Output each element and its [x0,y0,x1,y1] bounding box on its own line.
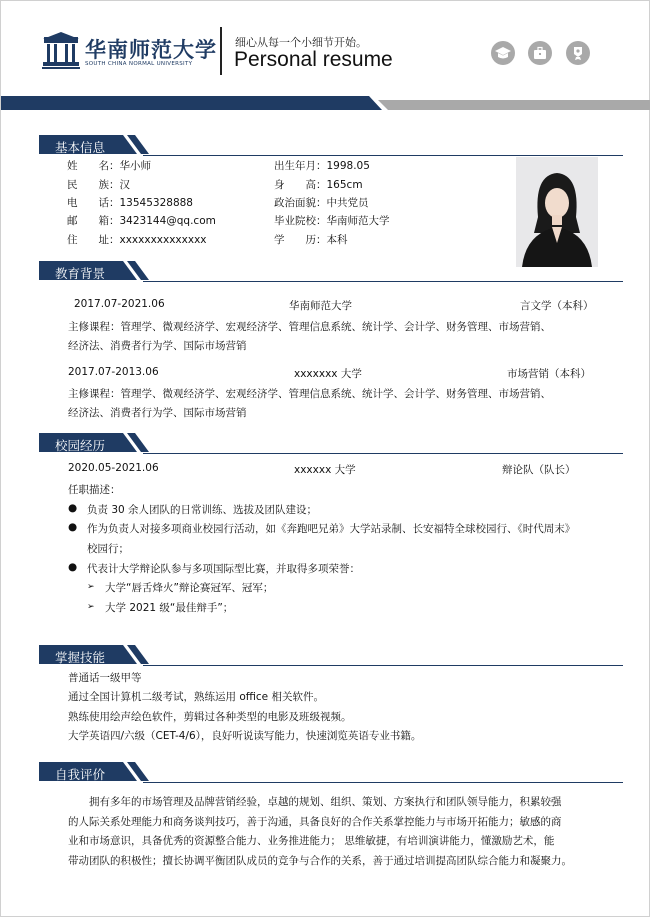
degree-row: 学 历：本科 [274,234,348,246]
section-divider [143,155,623,156]
email-row: 邮 箱：3423144@qq.com [67,215,216,227]
evaluation-line: 拥有多年的市场管理及品牌营销经验，卓越的规划、组织、策划、方案执行和团队领导能力，积累较强 [89,796,562,808]
campus-bullet-cont: 校园行； [87,543,129,555]
section-title: 掌握技能 [55,650,106,665]
arrow-bullet-icon: ➢ [87,582,95,592]
avatar [516,157,598,267]
evaluation-line: 带动团队的积极性；擅长协调平衡团队成员的竞争与合作的关系，善于通过培训提高团队综合能力和凝聚力。 [68,855,572,867]
section-header-evaluation [39,762,623,786]
school-row: 毕业院校：华南师范大学 [274,215,390,227]
campus-period: 2020.05-2021.06 [68,462,159,474]
campus-sub-bullet: 大学 2021 级“最佳辩手”； [105,602,234,614]
section-title: 教育背景 [55,266,106,281]
section-title: 自我评价 [55,767,106,782]
arrow-bullet-icon: ➢ [87,602,95,612]
section-header-education [39,261,623,285]
edu-period: 2017.07-2013.06 [68,366,159,378]
evaluation-line: 业和市场意识，具备优秀的资源整合能力、业务推进能力； 思维敏捷，有培训演讲能力，懂激励艺术，能 [68,835,555,847]
campus-bullet: 代表计大学辩论队参与多项国际型比赛，并取得多项荣誉： [87,563,360,575]
skill-line: 通过全国计算机二级考试，熟练运用 office 相关软件。 [68,691,324,703]
header-divider [220,27,222,75]
nation-row: 民 族：汉 [67,179,130,191]
bullet-icon: ● [68,521,78,533]
campus-desc-label: 任职描述： [68,484,121,496]
section-header-skills [39,645,623,669]
graduation-cap-icon [491,41,515,65]
edu-courses-line: 主修课程：管理学、微观经济学、宏观经济学、管理信息系统、统计学、会计学、财务管理、市场营销、 [68,388,551,400]
evaluation-line: 的人际关系处理能力和商务谈判技巧，善于沟通，具备良好的合作关系掌控能力与市场开拓能力；敏感的商 [68,816,562,828]
skill-line: 普通话一级甲等 [68,672,142,684]
section-divider [143,281,623,282]
briefcase-icon [528,41,552,65]
bullet-icon: ● [68,561,78,573]
campus-org: xxxxxx 大学 [294,464,356,476]
edu-courses-line: 经济法、消费者行为学、国际市场营销 [68,340,247,352]
section-title: 基本信息 [55,140,106,155]
section-divider [143,782,623,783]
politics-row: 政治面貌：中共党员 [274,197,369,209]
edu-major: 言文学（本科） [520,300,594,312]
edu-period: 2017.07-2021.06 [74,298,165,310]
section-title: 校园经历 [55,438,106,453]
campus-sub-bullet: 大学“唇舌烽火”辩论赛冠军、冠军； [105,582,274,594]
height-row: 身 高：165cm [274,179,363,191]
header-bar [1,96,650,110]
campus-role: 辩论队（队长） [502,464,576,476]
badge-icon [566,41,590,65]
edu-courses-line: 主修课程：管理学、微观经济学、宏观经济学、管理信息系统、统计学、会计学、财务管理、市场营销、 [68,321,551,333]
bullet-icon: ● [68,502,78,514]
edu-courses-line: 经济法、消费者行为学、国际市场营销 [68,407,247,419]
birth-row: 出生年月：1998.05 [274,160,370,172]
page-title: Personal resume [234,48,393,71]
logo-english-name: SOUTH CHINA NORMAL UNIVERSITY [85,61,193,67]
university-logo [41,31,217,75]
motto: 细心从每一个小细节开始。 [235,36,367,49]
logo-chinese-name: 华南师范大学 [85,37,217,62]
name-row: 姓 名：华小师 [67,160,151,172]
section-header-campus [39,433,623,457]
section-divider [143,453,623,454]
edu-school: 华南师范大学 [289,300,352,312]
edu-school: xxxxxxx 大学 [294,368,362,380]
skill-line: 熟练使用绘声绘色软件，剪辑过各种类型的电影及班级视频。 [68,711,352,723]
address-row: 住 址：xxxxxxxxxxxxxx [67,234,207,246]
campus-bullet: 作为负责人对接多项商业校园行活动，如《奔跑吧兄弟》大学站录制、长安福特全球校园行、《时代周末》 [87,523,576,535]
skill-line: 大学英语四/六级（CET-4/6），良好听说读写能力，快速浏览英语专业书籍。 [68,730,422,742]
section-header-basic [39,135,623,159]
section-divider [143,665,623,666]
phone-row: 电 话：13545328888 [67,197,193,209]
campus-bullet: 负责 30 余人团队的日常训练、选拔及团队建设； [87,504,318,516]
edu-major: 市场营销（本科） [507,368,591,380]
university-emblem-icon [41,31,81,71]
